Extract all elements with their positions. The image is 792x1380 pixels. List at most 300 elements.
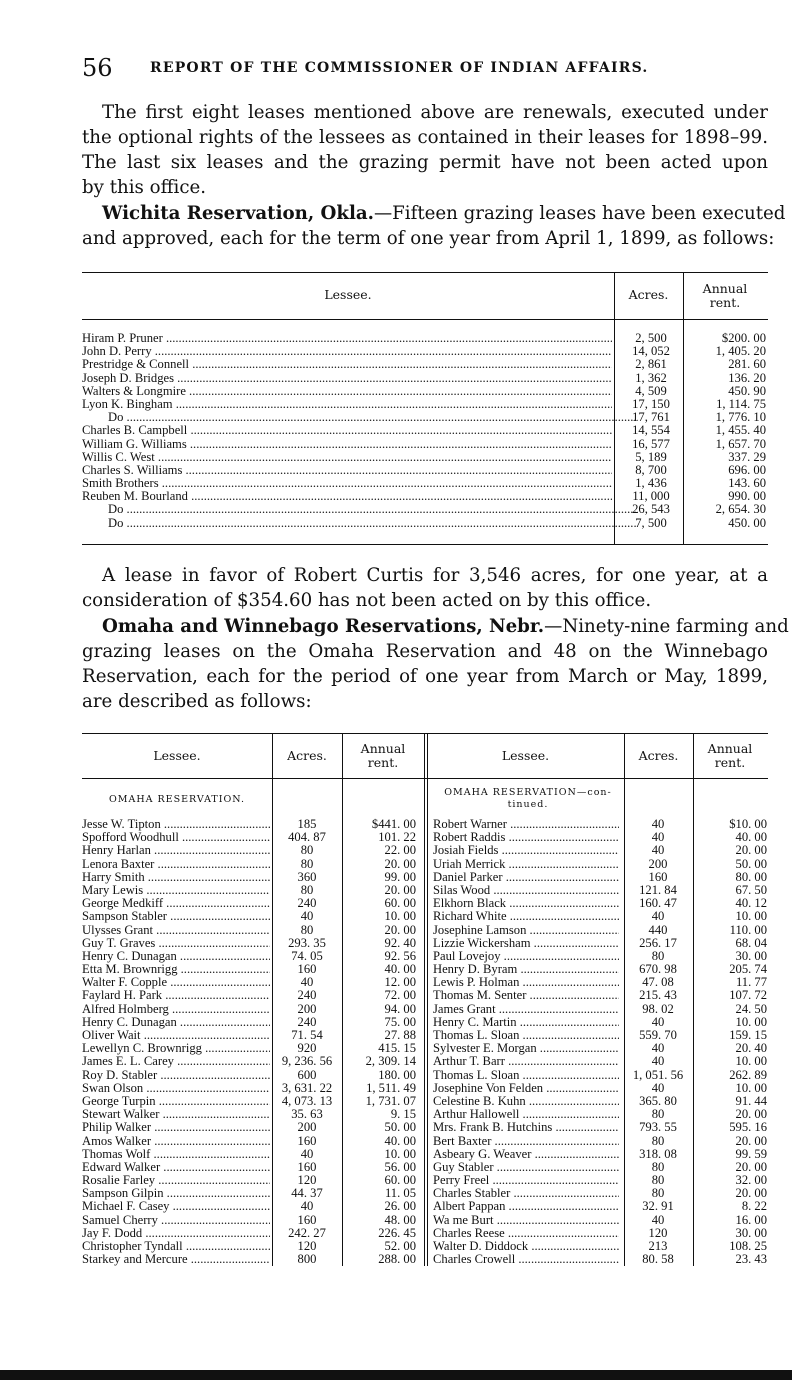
acres-value: 71. 54 [291, 1028, 323, 1042]
table-row [82, 385, 768, 398]
table-row [82, 1003, 422, 1016]
table-row [433, 910, 769, 923]
acres-value: 559. 70 [639, 1028, 677, 1042]
lessee-name: Reuben M. Bourland ..... [82, 490, 612, 503]
omaha-line: Reservation, each for the period of one year from March or May, 1899, [82, 666, 768, 687]
table-row [433, 989, 769, 1002]
acres-value: 4, 509 [635, 383, 667, 398]
rent-value: 99. 59 [735, 1146, 767, 1161]
table-row [82, 451, 768, 464]
acres-value: 256. 17 [639, 935, 677, 950]
acres-value: 7, 500 [635, 515, 667, 530]
table-row [82, 963, 422, 976]
rent-value: 2, 309. 14 [365, 1054, 416, 1069]
acres-value: 404. 87 [288, 830, 326, 845]
acres-value: 200 [297, 1001, 317, 1016]
lessee-name: Willis C. West ..... [82, 451, 612, 464]
lessee-name: Charles Crowell ..... [433, 1253, 619, 1266]
acres-value: 200 [297, 1120, 317, 1135]
omaha-heading: Omaha and Winnebago Reservations, Nebr. [102, 616, 545, 637]
lessee-name: Christopher Tyndall ..... [82, 1240, 270, 1253]
lessee-name: Prestridge & Connell ..... [82, 358, 612, 371]
table-row [433, 1121, 769, 1134]
table2-right-rows [433, 818, 769, 1266]
lessee-name: Lenora Baxter ..... [82, 858, 270, 871]
acres-value: 80 [651, 948, 665, 963]
omaha-line: are described as follows: [82, 691, 312, 712]
table-row [433, 1003, 769, 1016]
table-row [433, 884, 769, 897]
rent-value: 60. 00 [384, 1173, 416, 1188]
wichita-text-1: —Fifteen grazing leases have been executed [373, 203, 786, 224]
lessee-name: Henry C. Martin ..... [433, 1016, 619, 1029]
lessee-name: Harry Smith ..... [82, 871, 270, 884]
acres-value: 200 [648, 856, 668, 871]
rent-value: 20. 00 [735, 1186, 767, 1201]
wichita-line-2: and approved, each for the term of one year from April 1, 1899, as follows: [82, 228, 775, 249]
rent-value: 48. 00 [384, 1212, 416, 1227]
lessee-name: Charles S. Williams ..... [82, 464, 612, 477]
acres-value: 215. 43 [639, 988, 677, 1003]
acres-value: 80 [651, 1133, 665, 1148]
lessee-name: Spofford Woodhull ..... [82, 831, 270, 844]
acres-value: 5, 189 [635, 449, 667, 464]
lessee-name: Oliver Wait ..... [82, 1029, 270, 1042]
rent-value: 40. 00 [384, 1133, 416, 1148]
acres-value: 80 [300, 882, 314, 897]
table-row [433, 897, 769, 910]
acres-value: 318. 08 [639, 1146, 677, 1161]
right-section-heading: OMAHA RESERVATION—con- tinued. [444, 787, 612, 810]
table-row [433, 1029, 769, 1042]
acres-value: 2, 861 [635, 357, 667, 372]
rent-value: 10. 00 [735, 909, 767, 924]
lessee-name: Albert Pappan ..... [433, 1200, 619, 1213]
lessee-name: Do ..... [82, 517, 638, 530]
rent-value: 23. 43 [735, 1252, 767, 1267]
lessee-name: Henry C. Dunagan ..... [82, 1016, 270, 1029]
running-title: REPORT OF THE COMMISSIONER OF INDIAN AFFAIRS. [150, 60, 649, 76]
acres-value: 240 [297, 1014, 317, 1029]
lessee-name: Thomas Wolf ..... [82, 1148, 270, 1161]
acres-value: 44. 37 [291, 1186, 323, 1201]
acres-value: 17, 761 [632, 410, 670, 425]
lessee-name: Jay F. Dodd ..... [82, 1227, 270, 1240]
table-row [433, 1148, 769, 1161]
rent-value: 205. 74 [729, 962, 767, 977]
table-row [82, 937, 422, 950]
rent-value: 450. 00 [728, 515, 766, 530]
rent-value: 450. 90 [728, 383, 766, 398]
lessee-name: Silas Wood ..... [433, 884, 619, 897]
acres-value: 40 [651, 1212, 665, 1227]
lessee-name: Swan Olson ..... [82, 1082, 270, 1095]
lessee-name: George Turpin ..... [82, 1095, 270, 1108]
table-row [433, 1161, 769, 1174]
lessee-name: Edward Walker ..... [82, 1161, 270, 1174]
acres-value: 360 [297, 869, 317, 884]
acres-value: 1, 051. 56 [632, 1067, 684, 1082]
rent-value: 32. 00 [735, 1173, 767, 1188]
table-row [82, 1240, 422, 1253]
table-row [82, 1135, 422, 1148]
acres-value: 670. 98 [639, 962, 677, 977]
lessee-name: William G. Williams ..... [82, 438, 612, 451]
intro-line: The last six leases and the grazing permit have not been acted upon [82, 152, 768, 173]
lessee-name: Philip Walker ..... [82, 1121, 270, 1134]
table-row [433, 1055, 769, 1068]
table-row [433, 831, 769, 844]
rent-value: 80. 00 [735, 869, 767, 884]
table1-col-acres: Acres. [628, 287, 669, 302]
rent-value: 1, 731. 07 [365, 1093, 416, 1108]
lessee-name: Guy Stabler ..... [433, 1161, 619, 1174]
table-row [433, 1227, 769, 1240]
acres-value: 120 [297, 1239, 317, 1253]
lessee-name: Guy T. Graves ..... [82, 937, 270, 950]
rent-value: 75. 00 [384, 1014, 416, 1029]
lessee-name: Charles B. Campbell ..... [82, 424, 612, 437]
rent-value: $200. 00 [721, 331, 766, 345]
rent-value: 1, 405. 20 [715, 344, 766, 359]
table-row [82, 1095, 422, 1108]
table1-top-rule [82, 272, 768, 273]
rent-value: 1, 114. 75 [716, 396, 766, 411]
table-row [433, 1042, 769, 1055]
acres-value: 80 [300, 843, 314, 858]
rent-value: 696. 00 [728, 462, 766, 477]
table-row [82, 910, 422, 923]
intro-line: by this office. [82, 177, 207, 198]
rent-value: 72. 00 [384, 988, 416, 1003]
lessee-name: Roy D. Stabler ..... [82, 1069, 270, 1082]
table-row [82, 1121, 422, 1134]
rent-value: 67. 50 [735, 882, 767, 897]
lessee-name: Elkhorn Black ..... [433, 897, 619, 910]
rent-value: 26. 00 [384, 1199, 416, 1214]
acres-value: 365. 80 [639, 1093, 677, 1108]
lessee-name: Sylvester E. Morgan ..... [433, 1042, 619, 1055]
table-row [82, 1187, 422, 1200]
acres-value: 11, 000 [632, 489, 670, 504]
table-row [82, 858, 422, 871]
table2-header-rule [82, 778, 768, 779]
lessee-name: Thomas L. Sloan ..... [433, 1029, 619, 1042]
lessee-name: Perry Freel ..... [433, 1174, 619, 1187]
lessee-name: Robert Warner ..... [433, 818, 619, 831]
rent-value: 10. 00 [735, 1080, 767, 1095]
rent-value: 52. 00 [384, 1239, 416, 1253]
table-row [82, 1253, 422, 1266]
table1-bottom-rule [82, 544, 768, 545]
acres-value: 17, 150 [632, 396, 670, 411]
rent-value: 30. 00 [735, 948, 767, 963]
table-row [433, 963, 769, 976]
lessee-name: Samuel Cherry ..... [82, 1214, 270, 1227]
rent-value: 20. 40 [735, 1041, 767, 1056]
acres-value: 440 [648, 922, 668, 937]
table-row [82, 1016, 422, 1029]
acres-value: 800 [297, 1252, 317, 1267]
lessee-name: Josiah Fields ..... [433, 844, 619, 857]
rent-value: 11. 77 [735, 975, 767, 990]
curtis-line: A lease in favor of Robert Curtis for 3,546 acres, for one year, at a [102, 565, 768, 586]
lessee-name: Sampson Gilpin ..... [82, 1187, 270, 1200]
lessee-name: James E. L. Carey ..... [82, 1055, 270, 1068]
acres-value: 160 [297, 1133, 317, 1148]
table-row [82, 831, 422, 844]
lessee-name: James Grant ..... [433, 1003, 619, 1016]
acres-value: 121. 84 [639, 882, 677, 897]
rent-value: 101. 22 [378, 830, 416, 845]
rent-value: $441. 00 [371, 817, 416, 831]
acres-value: 80 [651, 1159, 665, 1174]
acres-value: 120 [297, 1173, 317, 1188]
table2-right-col-rent: Annual rent. [707, 741, 753, 770]
lessee-name: Paul Lovejoy ..... [433, 950, 619, 963]
rent-value: $10. 00 [729, 817, 767, 831]
rent-value: 68. 04 [735, 935, 767, 950]
acres-value: 40 [651, 843, 665, 858]
table-row [82, 1227, 422, 1240]
lessee-name: Lizzie Wickersham ..... [433, 937, 619, 950]
acres-value: 920 [297, 1041, 317, 1056]
page-number: 56 [82, 54, 113, 82]
lessee-name: Arthur Hallowell ..... [433, 1108, 619, 1121]
acres-value: 47. 08 [642, 975, 674, 990]
acres-value: 40 [300, 909, 314, 924]
table-row [82, 1174, 422, 1187]
acres-value: 26, 543 [632, 502, 670, 517]
table-row [433, 1253, 769, 1266]
table-row [82, 1108, 422, 1121]
table-row [82, 358, 768, 371]
acres-value: 185 [297, 817, 317, 831]
omaha-line: grazing leases on the Omaha Reservation and 48 on the Winnebago [82, 641, 768, 662]
lessee-name: Daniel Parker ..... [433, 871, 619, 884]
rent-value: 337. 29 [728, 449, 766, 464]
table1-col-rent: Annual rent. [702, 281, 748, 310]
lessee-name: Charles Stabler ..... [433, 1187, 619, 1200]
omaha-text-1: —Ninety-nine farming and [544, 616, 789, 637]
table-row [433, 1135, 769, 1148]
acres-value: 160. 47 [639, 896, 677, 911]
acres-value: 80 [651, 1173, 665, 1188]
acres-value: 80 [300, 856, 314, 871]
acres-value: 40 [651, 1054, 665, 1069]
rent-value: 281. 60 [728, 357, 766, 372]
rent-value: 11. 05 [384, 1186, 416, 1201]
lessee-name: Arthur T. Barr ..... [433, 1055, 619, 1068]
acres-value: 242. 27 [288, 1225, 326, 1240]
lessee-name: Michael F. Casey ..... [82, 1200, 270, 1213]
acres-value: 213 [648, 1239, 668, 1253]
table-row [433, 818, 769, 831]
intro-line: the optional rights of the lessees as contained in their leases for 1898–99. [82, 127, 768, 148]
table-row [433, 937, 769, 950]
lessee-name: Henry Harlan ..... [82, 844, 270, 857]
lessee-name: Josephine Von Felden ..... [433, 1082, 619, 1095]
rent-value: 595. 16 [729, 1120, 767, 1135]
lessee-name: Mrs. Frank B. Hutchins ..... [433, 1121, 619, 1134]
acres-value: 160 [648, 869, 668, 884]
rent-value: 288. 00 [378, 1252, 416, 1267]
acres-value: 1, 362 [635, 370, 667, 385]
curtis-paragraph [82, 563, 768, 613]
rent-value: 262. 89 [729, 1067, 767, 1082]
table-row [433, 1214, 769, 1227]
lessee-name: Thomas L. Sloan ..... [433, 1069, 619, 1082]
acres-value: 40 [651, 1014, 665, 1029]
rent-value: 30. 00 [735, 1225, 767, 1240]
table-row [433, 1082, 769, 1095]
lessee-name: Lyon K. Bingham ..... [82, 398, 612, 411]
intro-paragraph [82, 100, 768, 200]
table-row [433, 1174, 769, 1187]
table-row [82, 503, 768, 516]
lessee-name: Walters & Longmire ..... [82, 385, 612, 398]
table-row [82, 844, 422, 857]
acres-value: 793. 55 [639, 1120, 677, 1135]
table-row [433, 844, 769, 857]
rent-value: 20. 00 [735, 1107, 767, 1122]
table-row [82, 884, 422, 897]
acres-value: 40 [651, 1080, 665, 1095]
rent-value: 415. 15 [378, 1041, 416, 1056]
rent-value: 180. 00 [378, 1067, 416, 1082]
rent-value: 99. 00 [384, 869, 416, 884]
omaha-paragraph [82, 614, 789, 714]
acres-value: 14, 554 [632, 423, 670, 438]
table2-right-col-acres: Acres. [638, 748, 679, 763]
lessee-name: Mary Lewis ..... [82, 884, 270, 897]
acres-value: 98. 02 [642, 1001, 674, 1016]
rent-value: 24. 50 [735, 1001, 767, 1016]
wichita-line-1 [82, 201, 786, 226]
table-row [82, 372, 768, 385]
table-row [433, 950, 769, 963]
rent-value: 92. 56 [384, 948, 416, 963]
lessee-name: Do ..... [82, 503, 638, 516]
rent-value: 10. 00 [384, 909, 416, 924]
acres-value: 40 [651, 1041, 665, 1056]
table-row [82, 871, 422, 884]
table-row [433, 1240, 769, 1253]
rent-value: 108. 25 [729, 1239, 767, 1253]
lessee-name: Ulysses Grant ..... [82, 924, 270, 937]
table-row [433, 1069, 769, 1082]
table-row [433, 924, 769, 937]
table-row [82, 818, 422, 831]
table-row [82, 1069, 422, 1082]
lessee-name: Amos Walker ..... [82, 1135, 270, 1148]
table-row [82, 950, 422, 963]
table-row [82, 897, 422, 910]
lessee-name: Wa me Burt ..... [433, 1214, 619, 1227]
lessee-name: Josephine Lamson ..... [433, 924, 619, 937]
lessee-name: Faylard H. Park ..... [82, 989, 270, 1002]
lessee-name: Charles Reese ..... [433, 1227, 619, 1240]
rent-value: 92. 40 [384, 935, 416, 950]
table-row [82, 1214, 422, 1227]
table-row [82, 1161, 422, 1174]
rent-value: 10. 00 [384, 1146, 416, 1161]
rent-value: 94. 00 [384, 1001, 416, 1016]
acres-value: 40 [300, 1199, 314, 1214]
lessee-name: Richard White ..... [433, 910, 619, 923]
rent-value: 107. 72 [729, 988, 767, 1003]
lessee-name: Lewis P. Holman ..... [433, 976, 619, 989]
table2-left-rows [82, 818, 422, 1266]
rent-value: 40. 00 [735, 830, 767, 845]
acres-value: 40 [651, 909, 665, 924]
acres-value: 240 [297, 896, 317, 911]
lessee-name: Alfred Holmberg ..... [82, 1003, 270, 1016]
rent-value: 110. 00 [729, 922, 767, 937]
acres-value: 80. 58 [642, 1252, 674, 1267]
rent-value: 1, 776. 10 [715, 410, 766, 425]
rent-value: 27. 88 [384, 1028, 416, 1042]
rent-value: 136. 20 [728, 370, 766, 385]
wichita-paragraph [82, 201, 786, 251]
acres-value: 8, 700 [635, 462, 667, 477]
lessee-name: Do ..... [82, 411, 638, 424]
lessee-name: Etta M. Brownrigg ..... [82, 963, 270, 976]
lessee-name: Stewart Walker ..... [82, 1108, 270, 1121]
rent-value: 40. 12 [735, 896, 767, 911]
acres-value: 80 [300, 922, 314, 937]
rent-value: 990. 00 [728, 489, 766, 504]
intro-line: The first eight leases mentioned above are renewals, executed under [102, 102, 768, 123]
acres-value: 120 [648, 1225, 668, 1240]
table-row [82, 976, 422, 989]
rent-value: 20. 00 [384, 882, 416, 897]
rent-value: 1, 657. 70 [715, 436, 766, 451]
rent-value: 16. 00 [735, 1212, 767, 1227]
lessee-name: Joseph D. Bridges ..... [82, 372, 612, 385]
rent-value: 20. 00 [735, 843, 767, 858]
acres-value: 74. 05 [291, 948, 323, 963]
acres-value: 40 [651, 830, 665, 845]
lessee-name: Jesse W. Tipton ..... [82, 818, 270, 831]
table-row [433, 858, 769, 871]
table-row [82, 989, 422, 1002]
acres-value: 1, 436 [635, 476, 667, 491]
acres-value: 4, 073. 13 [281, 1093, 333, 1108]
table1-header-rule [82, 319, 768, 320]
table-row [433, 871, 769, 884]
lessee-name: Thomas M. Senter ..... [433, 989, 619, 1002]
acres-value: 40 [300, 1146, 314, 1161]
acres-value: 14, 052 [632, 344, 670, 359]
table-row [433, 1187, 769, 1200]
acres-value: 40 [651, 817, 665, 831]
rent-value: 1, 455. 40 [715, 423, 766, 438]
lessee-name: Robert Raddis ..... [433, 831, 619, 844]
acres-value: 160 [297, 1212, 317, 1227]
table-row [82, 438, 768, 451]
acres-value: 2, 500 [635, 331, 667, 345]
table-row [82, 424, 768, 437]
rent-value: 50. 00 [384, 1120, 416, 1135]
table2-right-col-lessee: Lessee. [501, 748, 550, 763]
lessee-name: Rosalie Farley ..... [82, 1174, 270, 1187]
rent-value: 20. 00 [384, 922, 416, 937]
acres-value: 32. 91 [642, 1199, 674, 1214]
rent-value: 50. 00 [735, 856, 767, 871]
rent-value: 10. 00 [735, 1054, 767, 1069]
rent-value: 143. 60 [728, 476, 766, 491]
